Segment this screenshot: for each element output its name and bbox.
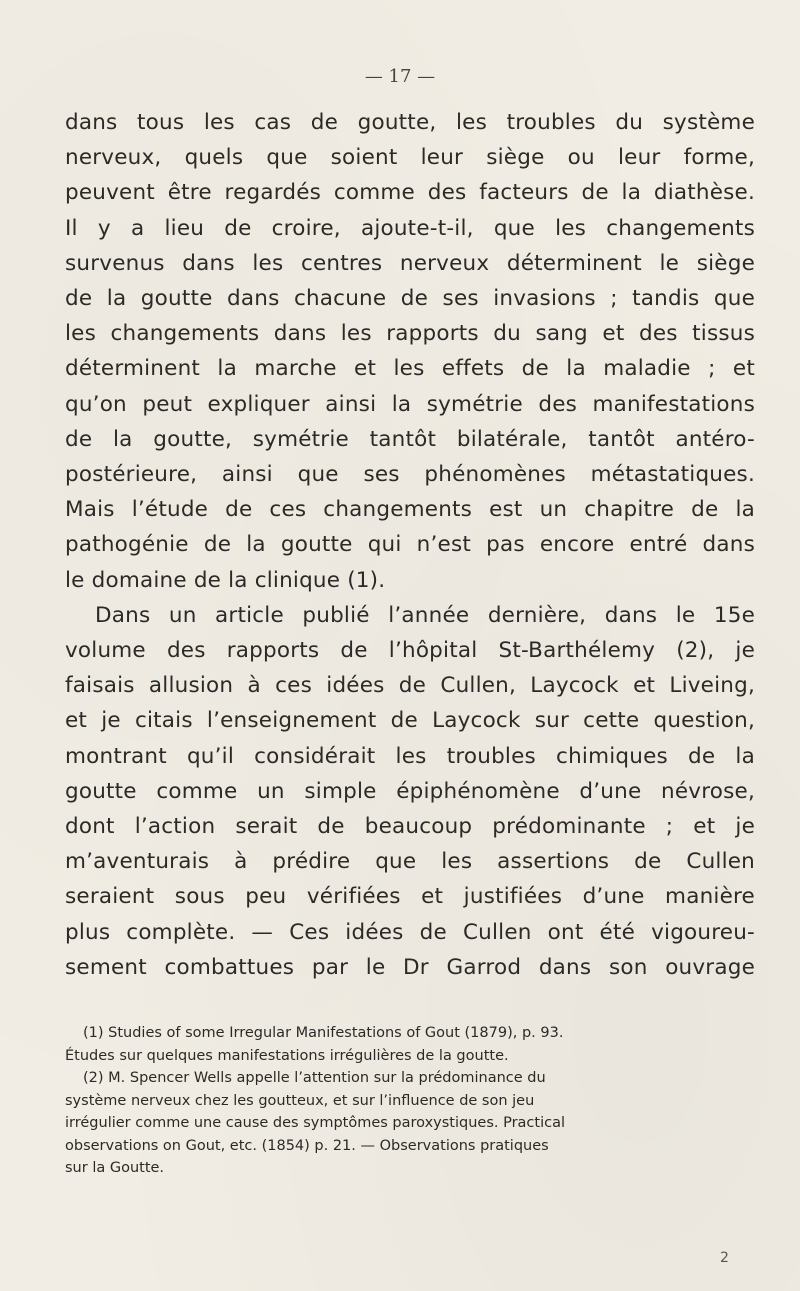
text-line: faisais allusion à ces idées de Cullen, Laycock et Liveing,	[65, 673, 755, 699]
text-line: Mais l’étude de ces changements est un chapitre de la	[65, 497, 755, 523]
page-number: — 17 —	[364, 66, 436, 87]
text-line: Il y a lieu de croire, ajoute-t-il, que les changements	[65, 215, 755, 241]
text-line: plus complète. — Ces idées de Cullen ont été vigoureu-	[65, 919, 755, 945]
footnote-line: sur la Goutte.	[65, 1160, 165, 1176]
footnote-line: irrégulier comme une cause des symptômes paroxystiques. Practical	[65, 1115, 566, 1131]
text-line: goutte comme un simple épiphénomène d’une névrose,	[65, 778, 755, 804]
text-line: m’aventurais à prédire que les assertions de Cullen	[65, 849, 755, 875]
text-line: sement combattues par le Dr Garrod dans son ouvrage	[65, 954, 755, 980]
footnote-line: (2) M. Spencer Wells appelle l’attention sur la prédominance du	[83, 1070, 546, 1086]
text-line: le domaine de la clinique (1).	[65, 567, 386, 593]
footnotes	[65, 1022, 755, 1180]
footnote-line: système nerveux chez les goutteux, et sur l’influence de son jeu	[65, 1092, 535, 1109]
text-line: seraient sous peu vérifiées et justifiées d’une manière	[65, 884, 755, 910]
text-line: dans tous les cas de goutte, les troubles du système	[65, 110, 755, 135]
footnote-line: observations on Gout, etc. (1854) p. 21. — Observations pratiques	[65, 1137, 549, 1154]
text-line: Dans un article publié l’année dernière, dans le 15e	[95, 602, 755, 628]
text-line: nerveux, quels que soient leur siège ou leur forme,	[65, 145, 755, 171]
text-line: dont l’action serait de beaucoup prédominante ; et je	[65, 814, 755, 840]
text-line: les changements dans les rapports du sang et des tissus	[65, 321, 755, 347]
body-text	[65, 105, 755, 985]
footnote-line: (1) Studies of some Irregular Manifestations of Gout (1879), p. 93.	[83, 1025, 564, 1041]
text-line: de la goutte, symétrie tantôt bilatérale, tantôt antéro-	[65, 426, 755, 452]
signature-mark: 2	[720, 1250, 729, 1266]
text-line: survenus dans les centres nerveux déterminent le siège	[65, 250, 755, 276]
footnote-line: Études sur quelques manifestations irrégulières de la goutte.	[65, 1047, 509, 1064]
text-line: volume des rapports de l’hôpital St-Barthélemy (2), je	[65, 638, 755, 664]
text-line: montrant qu’il considérait les troubles chimiques de la	[65, 743, 755, 769]
text-line: déterminent la marche et les effets de la maladie ; et	[65, 356, 755, 382]
text-line: qu’on peut expliquer ainsi la symétrie des manifestations	[65, 391, 755, 417]
text-line: postérieure, ainsi que ses phénomènes métastatiques.	[65, 462, 755, 488]
text-line: pathogénie de la goutte qui n’est pas encore entré dans	[65, 532, 755, 558]
text-line: de la goutte dans chacune de ses invasions ; tandis que	[65, 286, 755, 312]
text-line: peuvent être regardés comme des facteurs de la diathèse.	[65, 180, 755, 206]
text-line: et je citais l’enseignement de Laycock sur cette question,	[65, 708, 755, 734]
